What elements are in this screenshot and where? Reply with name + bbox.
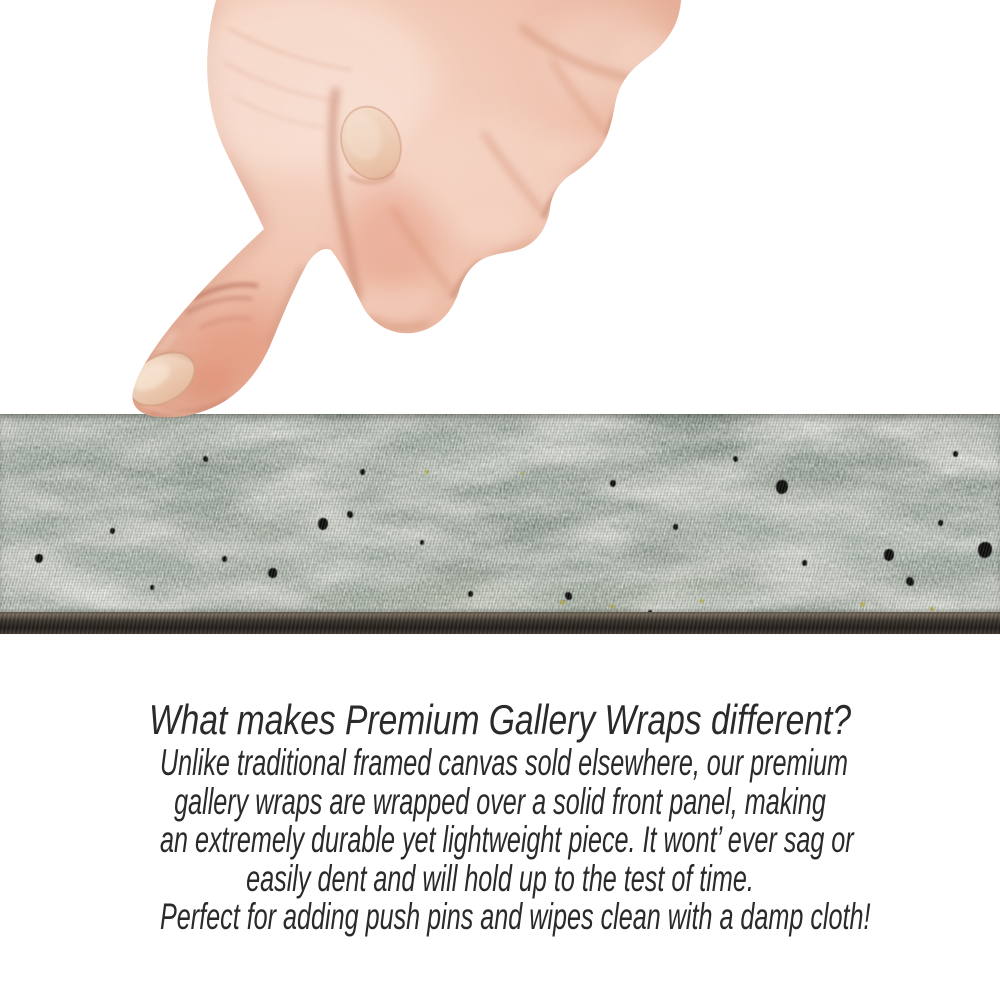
paint-speck <box>425 470 429 474</box>
canvas-hole <box>150 585 154 590</box>
canvas-hole <box>420 540 424 545</box>
canvas-hole <box>468 591 473 597</box>
canvas-hole <box>884 549 894 561</box>
holes-layer <box>0 414 1000 634</box>
canvas-hole <box>733 456 738 462</box>
canvas-hole <box>673 524 678 530</box>
paint-speck <box>560 600 565 605</box>
canvas-hole <box>110 528 115 534</box>
canvas-strip <box>0 414 1000 634</box>
paint-speck <box>520 472 523 475</box>
canvas-hole <box>776 480 788 494</box>
canvas-hole <box>938 520 943 526</box>
paint-speck <box>700 599 704 603</box>
canvas-hole <box>565 592 572 600</box>
canvas-hole <box>268 568 277 578</box>
info-heading: What makes Premium Gallery Wraps different? <box>148 696 852 743</box>
info-line-5: Perfect for adding push pins and wipes clean with a damp cloth! <box>160 896 871 937</box>
paint-speck <box>860 602 865 607</box>
canvas-hole <box>203 456 208 462</box>
canvas-hole <box>318 518 328 530</box>
hand-photo <box>0 0 1000 430</box>
info-section <box>0 696 1000 937</box>
hand-shading <box>120 0 680 416</box>
canvas-hole <box>222 556 227 562</box>
canvas-hole <box>906 577 914 586</box>
canvas-hole <box>802 560 807 566</box>
canvas-hole <box>978 542 992 558</box>
info-line-3: an extremely durable yet lightweight piece. It wont’ ever sag or <box>160 819 854 860</box>
canvas-bottom-edge <box>0 612 1000 634</box>
info-line-2: gallery wraps are wrapped over a solid front panel, making <box>174 780 826 822</box>
canvas-hole <box>610 480 616 487</box>
paint-speck <box>930 607 934 611</box>
info-line-4: easily dent and will hold up to the test of time. <box>246 857 754 899</box>
canvas-hole <box>360 469 365 475</box>
canvas-hole <box>347 511 353 518</box>
canvas-hole <box>953 451 958 457</box>
info-line-1: Unlike traditional framed canvas sold elsewhere, our premium <box>160 742 849 783</box>
canvas-hole <box>35 554 43 563</box>
paint-speck <box>610 604 614 608</box>
